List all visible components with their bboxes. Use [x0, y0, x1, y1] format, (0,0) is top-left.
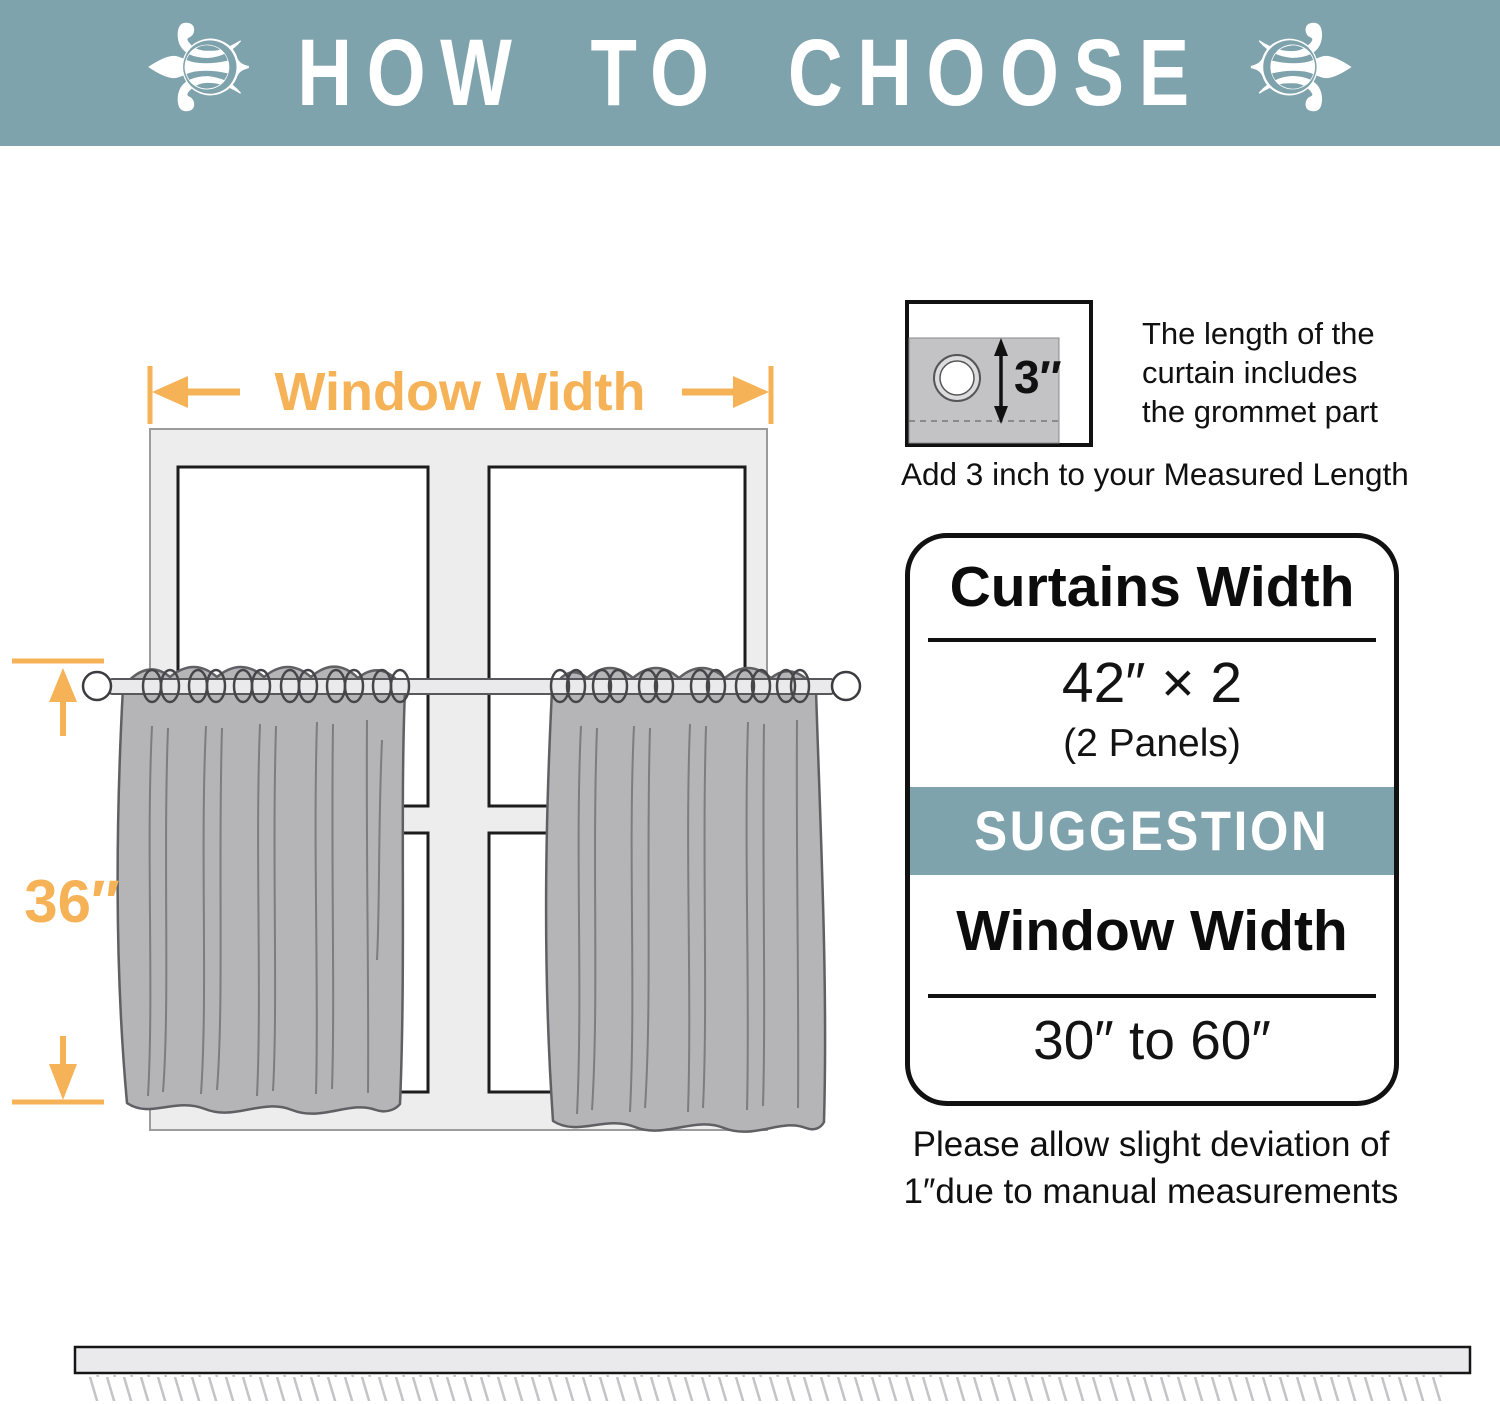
floor: [75, 1347, 1470, 1401]
curtains-width-title: Curtains Width: [949, 555, 1355, 619]
grommet-figure-drawing: [905, 300, 1093, 447]
divider: [928, 638, 1376, 642]
arrow-right-icon: [733, 376, 769, 408]
curtain-length-label: 36″: [24, 868, 120, 935]
grommet-note-line: The length of the: [1142, 316, 1375, 351]
rod-finial: [83, 672, 111, 700]
curtain-length-measure: [12, 661, 120, 1102]
panels-note: (2 Panels): [1063, 722, 1241, 765]
grommet-note-line: the grommet part: [1142, 394, 1379, 429]
curtain-panel-left: [118, 667, 406, 1114]
arrow-up-icon: [49, 668, 77, 702]
window-width-title: Window Width: [956, 899, 1348, 963]
window-width-label: Window Width: [274, 362, 646, 422]
size-suggestion-box: [905, 533, 1399, 1106]
grommet-note: [1142, 314, 1482, 431]
grommet-size-label: 3″: [1014, 351, 1062, 403]
divider: [928, 994, 1376, 998]
footnote-line: Please allow slight deviation of: [912, 1125, 1390, 1164]
deviation-footnote: [893, 1121, 1409, 1215]
suggestion-label: SUGGESTION: [974, 799, 1330, 862]
add-length-note: Add 3 inch to your Measured Length: [901, 456, 1409, 492]
footnote-line: 1″due to manual measurements: [903, 1172, 1399, 1211]
page-title: HOW TO CHOOSE: [296, 20, 1204, 126]
fleur-de-lis-icon: ⚜: [1218, 5, 1380, 129]
curtain-panel-right: [546, 668, 825, 1132]
curtains-width-value: 42″ × 2: [1061, 651, 1243, 715]
floor-hatching: [84, 1374, 1446, 1401]
arrow-left-icon: [152, 376, 188, 408]
suggestion-banner: [910, 787, 1394, 875]
grommet-note-line: curtain includes: [1142, 355, 1358, 390]
window-width-value: 30″ to 60″: [1033, 1009, 1271, 1071]
rod-finial: [832, 672, 860, 700]
grommet-figure: [905, 300, 1093, 447]
arrow-down-icon: [49, 1064, 77, 1100]
window-width-measure: [150, 362, 771, 424]
fleur-de-lis-icon: ⚜: [120, 5, 282, 129]
